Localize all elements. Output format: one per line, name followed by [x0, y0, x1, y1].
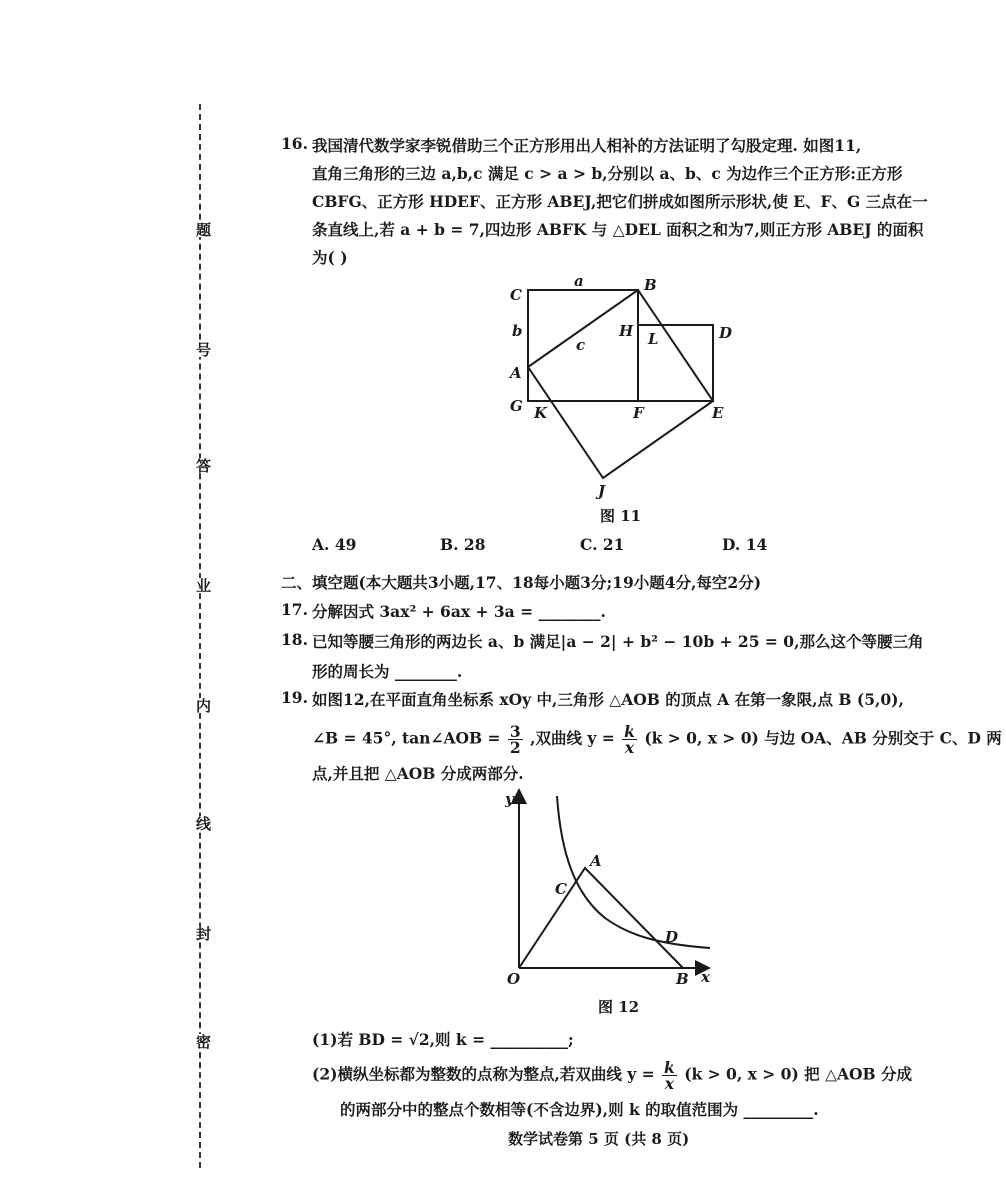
margin-char: 线 [184, 816, 214, 831]
margin-char: 题 [184, 222, 214, 237]
label-c-vertex: C [510, 286, 522, 304]
option-c [580, 535, 624, 554]
margin-char: 号 [184, 342, 214, 357]
fraction-numerator: 3 [509, 722, 521, 741]
margin-char: 答 [184, 458, 214, 473]
label-y-axis: y [505, 790, 514, 808]
sub-question-2-line-2: 的两部分中的整点个数相等(不含边界),则 k 的取值范围为 _________. [340, 1100, 819, 1119]
question-text-line: 我国清代数学家李锐借助三个正方形用出人相补的方法证明了勾股定理. 如图11, [312, 136, 862, 155]
hyperbola-curve [557, 796, 710, 948]
label-e-vertex: E [712, 404, 724, 422]
binding-dashed-line [199, 104, 201, 1168]
label-a-vertex: A [510, 364, 522, 382]
option-label: B. [440, 535, 459, 554]
label-j-vertex: J [598, 482, 606, 500]
label-b-point: B [676, 970, 689, 988]
option-label: A. [312, 535, 330, 554]
figure-caption: 图 11 [600, 507, 642, 525]
label-a-point: A [590, 852, 602, 870]
question-text-line: CBFG、正方形 HDEF、正方形 ABEJ,把它们拼成如图所示形状,使 E、F、G 三点在一 [312, 192, 928, 211]
label-b-vertex: B [644, 276, 657, 294]
question-text-line: 条直线上,若 a + b = 7,四边形 ABFK 与 △DEL 面积之和为7,则正方形 ABEJ 的面积 [312, 220, 924, 239]
question-text-line: 为( ) [312, 248, 348, 267]
fraction-numerator: k [664, 1058, 675, 1077]
sub-question-2 [312, 1060, 912, 1091]
label-d-vertex: D [719, 324, 733, 342]
option-value: 28 [463, 535, 486, 554]
question-number: 17. [281, 600, 308, 619]
question-text-line: 如图12,在平面直角坐标系 xOy 中,三角形 △AOB 的顶点 A 在第一象限,点 B (5,0), [312, 690, 904, 709]
margin-char: 业 [184, 578, 214, 593]
option-label: D. [722, 535, 741, 554]
label-c-side: c [576, 336, 586, 354]
fraction-numerator: k [624, 722, 635, 741]
fraction-denominator: x [624, 738, 635, 757]
margin-char: 封 [184, 926, 214, 941]
sub-question-1: (1)若 BD = √2,则 k = __________; [312, 1030, 574, 1049]
fraction-denominator: 2 [509, 738, 521, 757]
question-text-line [312, 724, 1002, 755]
question-number: 18. [281, 630, 308, 649]
option-value: 21 [602, 535, 625, 554]
figure-11 [490, 270, 750, 510]
text-fragment: (k > 0, x > 0) 把 △AOB 分成 [684, 1064, 913, 1084]
label-f-vertex: F [633, 404, 644, 422]
label-x-axis: x [701, 968, 710, 986]
option-label: C. [580, 535, 598, 554]
option-value: 49 [334, 535, 357, 554]
fraction-k-over-x [622, 724, 637, 755]
margin-char: 密 [184, 1034, 214, 1049]
question-number: 16. [281, 134, 308, 153]
option-d [722, 535, 767, 554]
text-fragment: ,双曲线 y = [530, 728, 615, 748]
question-17-text: 分解因式 3ax² + 6ax + 3a = ________. [312, 602, 606, 621]
option-value: 14 [745, 535, 768, 554]
fraction-denominator: x [664, 1074, 675, 1093]
figure-12 [495, 782, 725, 992]
question-text-line: 点,并且把 △AOB 分成两部分. [312, 764, 524, 783]
square-abej [528, 290, 713, 478]
label-g-vertex: G [510, 397, 523, 415]
triangle-aob [519, 868, 683, 968]
page-footer: 数学试卷第 5 页 (共 8 页) [508, 1130, 690, 1148]
question-18-text-line: 形的周长为 ________. [312, 662, 463, 681]
figure-caption: 图 12 [598, 998, 640, 1016]
label-k-vertex: K [534, 404, 548, 422]
label-a-side: a [574, 272, 584, 290]
label-d-point: D [665, 928, 679, 946]
text-fragment: (2)横纵坐标都为整数的点称为整点,若双曲线 y = [312, 1064, 655, 1084]
fraction-3-over-2 [508, 724, 523, 755]
question-text-line: 直角三角形的三边 a,b,c 满足 c > a > b,分别以 a、b、c 为边作三个正方形:正方形 [312, 164, 903, 183]
text-fragment: (k > 0, x > 0) 与边 OA、AB 分别交于 C、D 两 [644, 728, 1002, 748]
label-l-vertex: L [648, 330, 659, 348]
option-b [440, 535, 485, 554]
question-18-text-line: 已知等腰三角形的两边长 a、b 满足|a − 2| + b² − 10b + 25 = 0,那么这个等腰三角 [312, 632, 924, 651]
label-b-side: b [512, 322, 523, 340]
label-origin: O [507, 970, 521, 988]
text-fragment: ∠B = 45°, tan∠AOB = [312, 728, 501, 748]
question-number: 19. [281, 688, 308, 707]
label-h-vertex: H [619, 322, 634, 340]
label-c-point: C [555, 880, 567, 898]
margin-char: 内 [184, 698, 214, 713]
option-a [312, 535, 356, 554]
section-title: 二、填空题(本大题共3小题,17、18每小题3分;19小题4分,每空2分) [281, 573, 762, 592]
fraction-k-over-x [662, 1060, 677, 1091]
